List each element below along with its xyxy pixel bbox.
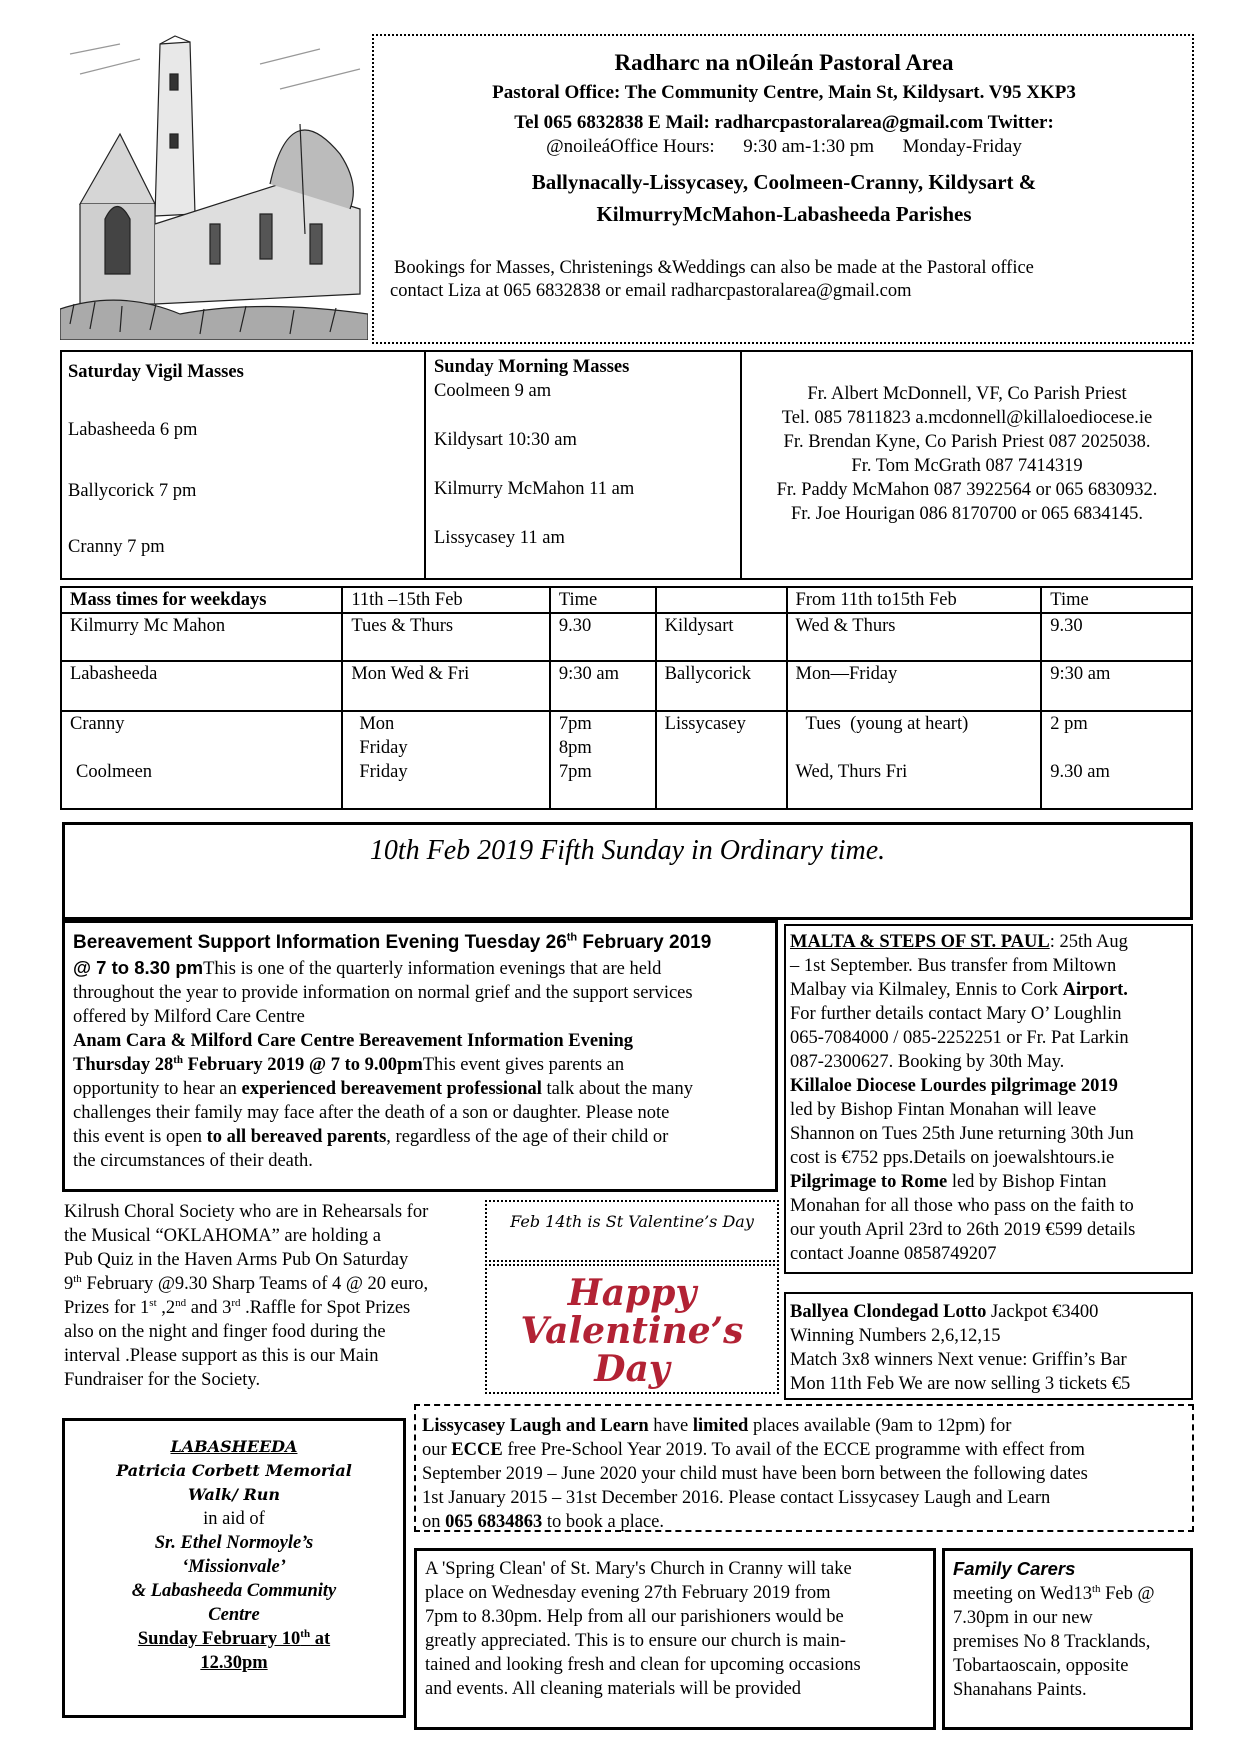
day: Wed, Thurs Fri (795, 762, 908, 782)
table-cell: Kilmurry Mc Mahon (61, 613, 342, 661)
table-cell: Labasheeda (61, 661, 342, 711)
table-header (656, 587, 787, 613)
table-cell (1041, 711, 1192, 809)
table-cell (550, 711, 656, 809)
labasheeda-date: Sunday February 10th at (137, 1627, 331, 1649)
day: Tues (young at heart) (805, 714, 969, 734)
day: Mon (359, 714, 395, 734)
table-cell (656, 711, 787, 809)
malta-heading: MALTA & STEPS OF ST. PAUL (790, 932, 1050, 952)
laugh-learn-box: Lissycasey Laugh and Learn have limited places available (9am to 12pm) for our ECCE free Pre-School Year 2019. To avail of the ECCE programme with effect from September 2019 – June 2020 your child must have been born between the following dates 1st January 2015 – 31st December 2016. Please contact Lissycasey Laugh and Learn on 065 6834863 to book a place. (414, 1404, 1194, 1532)
lotto-heading: Ballyea Clondegad Lotto (790, 1302, 987, 1322)
time: 7pm (558, 762, 592, 782)
contact-line: Tel 065 6832838 E Mail: radharcpastoralarea@gmail.com Twitter: (514, 112, 1054, 133)
bereavement-time: @ 7 to 8.30 pm (73, 957, 204, 978)
header-box (372, 34, 1194, 344)
time: 9.30 am (1050, 762, 1110, 782)
sunday-title-box (62, 822, 1193, 920)
table-cell: Mon Wed & Fri (342, 661, 550, 711)
table-header: Time (1041, 587, 1192, 613)
saturday-item: Cranny 7 pm (68, 537, 165, 557)
sunday-item: Kildysart 10:30 am (434, 430, 577, 450)
table-header: 11th –15th Feb (342, 587, 550, 613)
bookings-line-1: Bookings for Masses, Christenings &Weddings can also be made at the Pastoral office (394, 258, 1034, 278)
table-cell (342, 711, 550, 809)
family-carers-heading: Family Carers (953, 1558, 1076, 1579)
table-cell (787, 711, 1042, 809)
priest-line: Fr. Tom McGrath 087 7414319 (851, 456, 1083, 476)
laugh-learn-heading: Lissycasey Laugh and Learn (422, 1416, 649, 1436)
valentine-art-line: Day (594, 1348, 670, 1390)
family-carers-box: Family Carers meeting on Wed13th Feb @ 7.30pm in our new premises No 8 Tracklands, Tobartaoscain, opposite Shanahans Paints. (942, 1548, 1193, 1730)
place: Coolmeen (76, 762, 153, 782)
table-header-row (61, 587, 1192, 613)
table-cell: 9.30 (550, 613, 656, 661)
time: 8pm (558, 738, 592, 758)
valentine-caption: Feb 14th is St Valentine’s Day (510, 1212, 754, 1231)
lotto-box: Ballyea Clondegad Lotto Jackpot €3400 Winning Numbers 2,6,12,15 Match 3x8 winners Next venue: Griffin’s Bar Mon 11th Feb We are now selling 3 tickets €5 (784, 1292, 1193, 1400)
hours-line: @noileáOffice Hours: 9:30 am-1:30 pm Monday-Friday (546, 136, 1022, 157)
spring-clean-box: A 'Spring Clean' of St. Mary's Church in Cranny will take place on Wednesday evening 27th February 2019 from 7pm to 8.30pm. Help from all our parishioners would be greatly appreciated. This is to ensure our church is main- tained and looking fresh and clean for upcoming occasions and events. All cleaning materials will be provided (414, 1548, 936, 1730)
table-cell: 9:30 am (1041, 661, 1192, 711)
time: 2 pm (1050, 714, 1088, 734)
table-cell: Kildysart (656, 613, 787, 661)
masses-box (60, 350, 1193, 580)
sunday-heading: Sunday Morning Masses (434, 357, 630, 377)
saturday-item: Ballycorick 7 pm (68, 481, 197, 501)
labasheeda-box: LABASHEEDA Patricia Corbett Memorial Walk/ Run in aid of Sr. Ethel Normoyle’s ‘Missionvale’ & Labasheeda Community Centre Sunday February 10th at 12.30pm (62, 1418, 406, 1718)
parishes-line-2: KilmurryMcMahon-Labasheeda Parishes (596, 202, 972, 226)
bookings-line-2: contact Liza at 065 6832838 or email radharcpastoralarea@gmail.com (390, 281, 912, 301)
labasheeda-heading: LABASHEEDA (170, 1437, 298, 1456)
sunday-title: 10th Feb 2019 Fifth Sunday in Ordinary time. (369, 835, 886, 866)
priest-line: Fr. Brendan Kyne, Co Parish Priest 087 2025038. (783, 432, 1151, 452)
sunday-item: Coolmeen 9 am (434, 381, 552, 401)
anam-cara-heading: Anam Cara & Milford Care Centre Bereavement Information Evening (73, 1031, 634, 1051)
valentine-art (485, 1264, 779, 1394)
table-cell (61, 711, 342, 809)
saturday-item: Labasheeda 6 pm (68, 420, 198, 440)
table-row (61, 661, 1192, 711)
rome-heading: Pilgrimage to Rome (790, 1172, 948, 1192)
anam-cara-date: Thursday 28th February 2019 @ 7 to 9.00pm (73, 1053, 423, 1075)
day: Friday (359, 738, 408, 758)
table-header: Time (550, 587, 656, 613)
priest-line: Tel. 085 7811823 a.mcdonnell@killaloediocese.ie (781, 408, 1153, 428)
weekday-mass-table (60, 586, 1193, 810)
malta-box: MALTA & STEPS OF ST. PAUL: 25th Aug – 1st September. Bus transfer from Miltown Malbay via Kilmaley, Ennis to Cork Airport. For further details contact Mary O’ Loughlin 065-7084000 / 085-2252251 or Fr. Pat Larkin 087-2300627. Booking by 30th May. Killaloe Diocese Lourdes pilgrimage 2019 led by Bishop Fintan Monahan will leave Shannon on Tues 25th June returning 30th Jun cost is €752 pps.Details on joewalshtours.ie Pilgrimage to Rome led by Bishop Fintan Monahan for all those who pass on the faith to our youth April 23rd to 26th 2019 €599 details contact Joanne 0858749207 (784, 924, 1193, 1274)
table-header: Mass times for weekdays (61, 587, 342, 613)
priest-line: Fr. Joe Hourigan 086 8170700 or 065 6834145. (791, 504, 1143, 524)
valentine-art-line: Valentine’s (520, 1310, 744, 1352)
place: Lissycasey (664, 714, 746, 734)
table-cell: Mon—Friday (787, 661, 1042, 711)
table-row (61, 711, 1192, 809)
priests-list (744, 382, 1190, 526)
sunday-item: Lissycasey 11 am (434, 528, 565, 548)
time: 7pm (558, 714, 592, 734)
bereavement-box: Bereavement Support Information Evening Tuesday 26th February 2019 @ 7 to 8.30 pmThis is one of the quarterly information evenings that are held throughout the year to provide information on normal grief and the support services offered by Milford Care Centre Anam Cara & Milford Care Centre Bereavement Information Evening Thursday 28th February 2019 @ 7 to 9.00pmThis event gives parents an opportunity to hear an experienced bereavement professional talk about the many challenges their family may face after the death of a son or daughter. Please note this event is open to all bereaved parents, regardless of the age of their child or the circumstances of their death. (62, 920, 778, 1192)
lourdes-heading: Killaloe Diocese Lourdes pilgrimage 2019 (790, 1076, 1118, 1096)
place: Cranny (70, 714, 125, 734)
church-sketch (60, 34, 368, 340)
table-cell: 9:30 am (550, 661, 656, 711)
sunday-item: Kilmurry McMahon 11 am (434, 479, 635, 499)
table-row (61, 613, 1192, 661)
table-cell: 9.30 (1041, 613, 1192, 661)
office-address: Pastoral Office: The Community Centre, Main St, Kildysart. V95 XKP3 (492, 82, 1076, 103)
page-title: Radharc na nOileán Pastoral Area (614, 50, 954, 75)
table-header: From 11th to15th Feb (787, 587, 1042, 613)
bereavement-heading: Bereavement Support Information Evening Tuesday 26th February 2019 (73, 931, 712, 953)
choral-notice: Kilrush Choral Society who are in Rehearsals for the Musical “OKLAHOMA” are holding a Pub Quiz in the Haven Arms Pub On Saturday 9th February @9.30 Sharp Teams of 4 @ 20 euro, Prizes for 1st ,2nd and 3rd .Raffle for Spot Prizes also on the night and finger food during the interval .Please support as this is our Main Fundraiser for the Society. (64, 1202, 429, 1390)
priest-line: Fr. Paddy McMahon 087 3922564 or 065 6830932. (776, 480, 1158, 500)
valentine-caption-box (485, 1200, 779, 1262)
priest-line: Fr. Albert McDonnell, VF, Co Parish Priest (807, 384, 1127, 404)
valentine-art-line: Happy (567, 1272, 697, 1314)
table-cell: Ballycorick (656, 661, 787, 711)
table-cell: Wed & Thurs (787, 613, 1042, 661)
day: Friday (359, 762, 408, 782)
parishes-line-1: Ballynacally-Lissycasey, Coolmeen-Cranny, Kildysart & (531, 170, 1037, 194)
table-cell: Tues & Thurs (342, 613, 550, 661)
saturday-heading: Saturday Vigil Masses (68, 362, 244, 382)
